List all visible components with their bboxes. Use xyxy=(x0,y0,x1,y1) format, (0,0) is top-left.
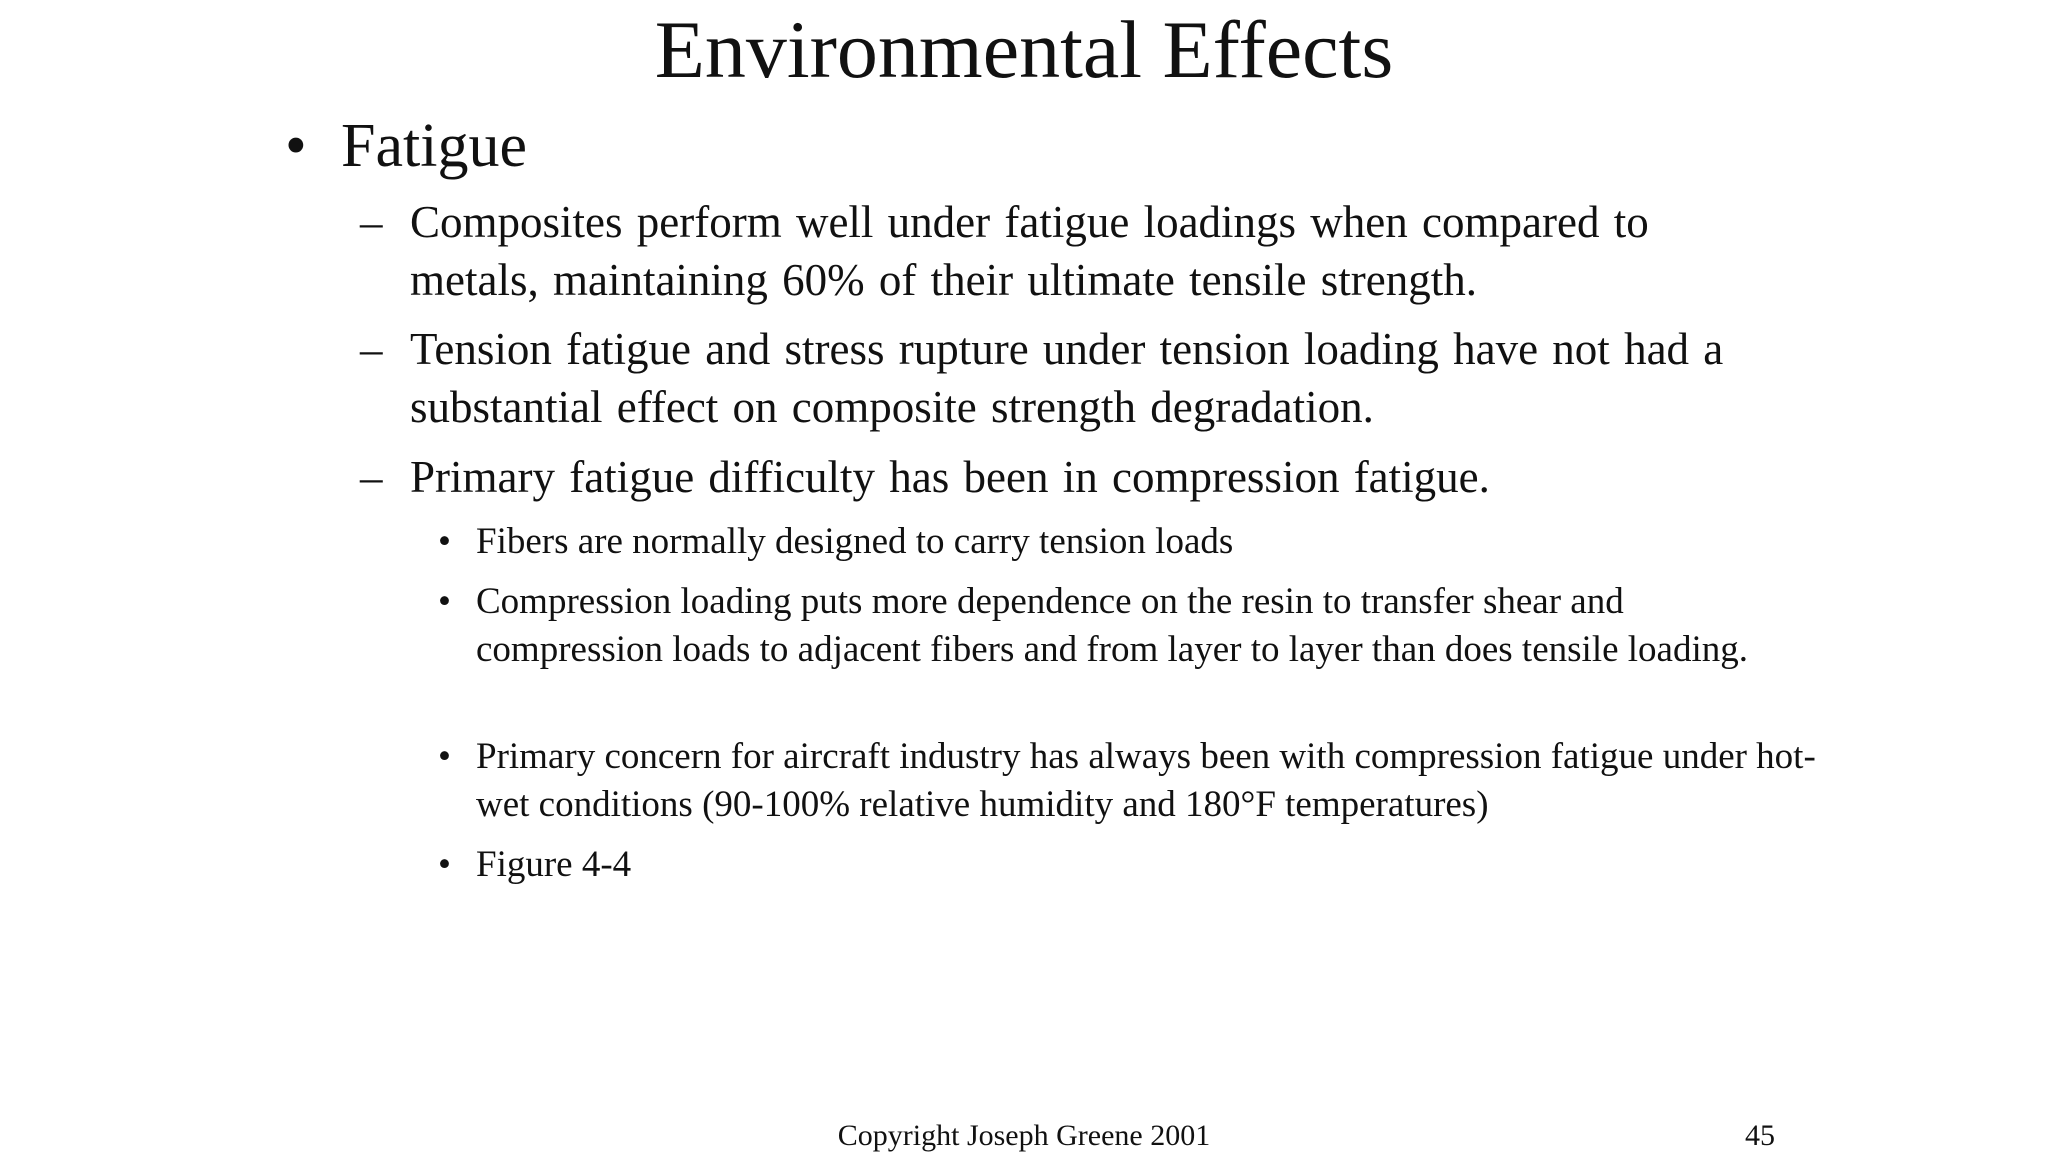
sub-sub-bullet xyxy=(438,841,1818,889)
sub-sub-bullet-text: Fibers are normally designed to carry tension loads xyxy=(476,521,1234,562)
page-number: 45 xyxy=(1745,1119,1775,1152)
slide-title: Environmental Effects xyxy=(654,4,1394,95)
dash-marker: – xyxy=(360,452,383,502)
sub-bullet-text: Tension fatigue and stress rupture under tension loading have not had a substantial effect on composite strength degradation. xyxy=(410,324,1724,432)
sub-sub-bullet-text: Primary concern for aircraft industry has always been with compression fatigue under hot-wet conditions (90-100% relative humidity and 180°F temperatures) xyxy=(476,736,1816,825)
bullet-marker: • xyxy=(438,736,451,777)
sub-bullet xyxy=(360,320,1790,436)
sub-bullet xyxy=(360,193,1790,309)
sub-bullet xyxy=(360,448,1790,506)
dash-marker: – xyxy=(360,197,383,247)
sub-bullet-text: Composites perform well under fatigue loadings when compared to metals, maintaining 60% of their ultimate tensile strength. xyxy=(410,197,1649,305)
sub-sub-bullet xyxy=(438,733,1818,829)
bullet-marker: • xyxy=(438,581,451,622)
sub-bullet-text: Primary fatigue difficulty has been in compression fatigue. xyxy=(410,452,1490,502)
bullet-marker: • xyxy=(438,844,451,885)
sub-sub-bullet xyxy=(438,578,1818,674)
bullet-marker: • xyxy=(438,521,451,562)
footer-copyright: Copyright Joseph Greene 2001 xyxy=(837,1119,1211,1152)
bullet-marker: • xyxy=(285,112,307,180)
sub-sub-bullet-text: Figure 4-4 xyxy=(476,844,632,885)
dash-marker: – xyxy=(360,324,383,374)
sub-sub-bullet-text: Compression loading puts more dependence on the resin to transfer shear and compression loads to adjacent fibers and from layer to layer than does tensile loading. xyxy=(476,581,1749,670)
sub-sub-bullet xyxy=(438,518,1818,566)
main-bullet-text: Fatigue xyxy=(341,112,527,180)
